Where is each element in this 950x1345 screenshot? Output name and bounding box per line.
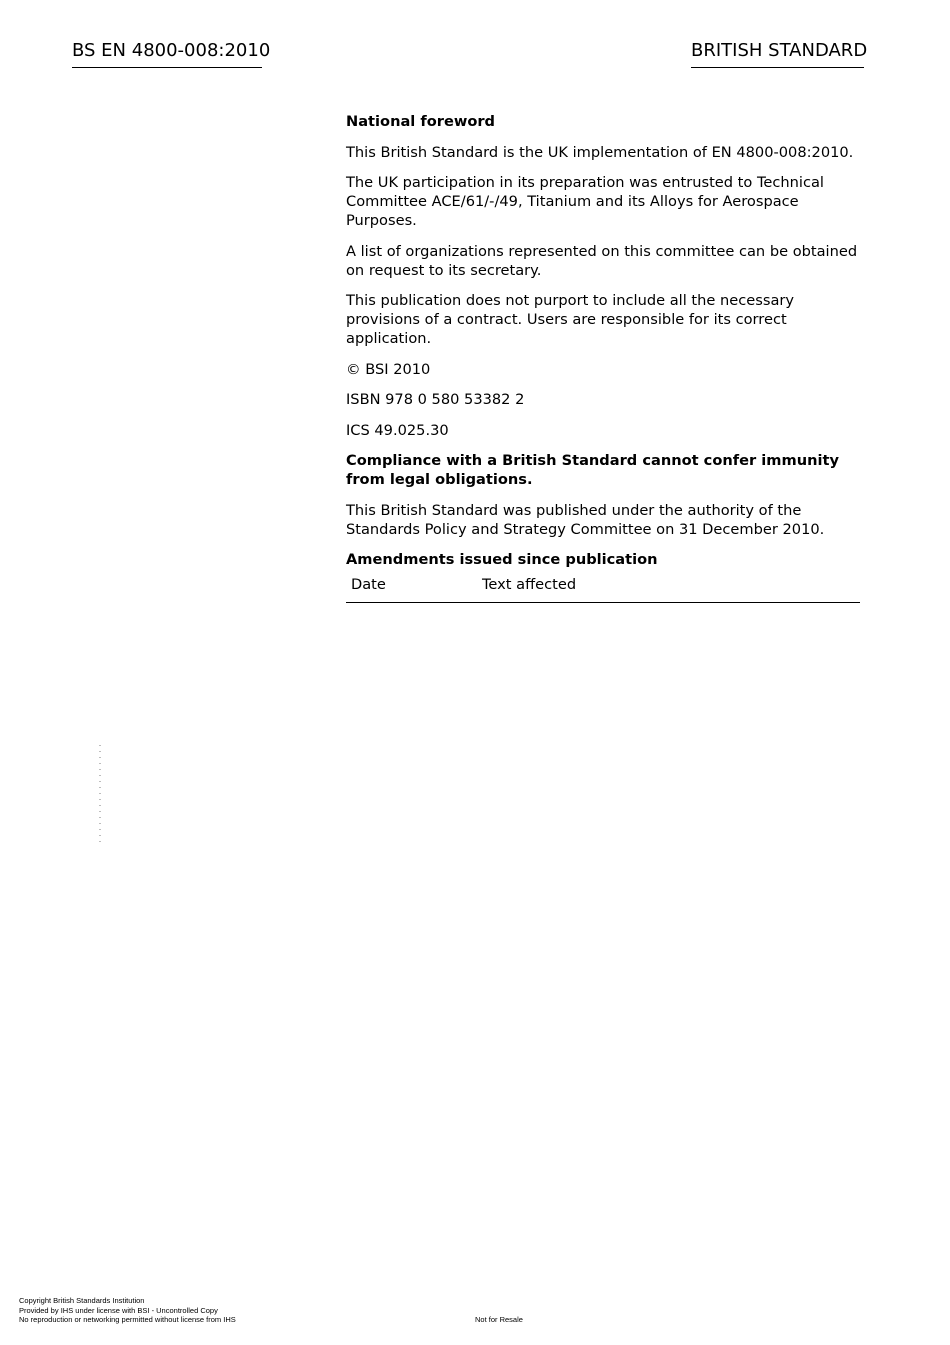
foreword-paragraph: This British Standard is the UK implementation of EN 4800-008:2010.	[346, 143, 854, 161]
foreword-paragraph: The UK participation in its preparation was entrusted to Technical Committee ACE/61/-/49, Titanium and its Alloys for Aerospace Purposes.	[346, 174, 824, 229]
amendments-table-header	[346, 573, 860, 603]
national-foreword-section	[346, 112, 862, 603]
license-footer	[19, 1296, 236, 1325]
margin-marks	[99, 745, 101, 845]
standard-type-label: BRITISH STANDARD	[691, 40, 864, 68]
not-for-resale-label: Not for Resale	[475, 1315, 523, 1324]
footer-line: No reproduction or networking permitted without license from IHS	[19, 1315, 236, 1324]
amendments-column-date: Date	[351, 576, 386, 593]
isbn-line: ISBN 978 0 580 53382 2	[346, 391, 525, 408]
publication-note: This British Standard was published under the authority of the Standards Policy and Strategy Committee on 31 December 2010.	[346, 501, 825, 538]
document-number: BS EN 4800-008:2010	[72, 40, 262, 68]
amendments-column-text-affected: Text affected	[482, 576, 577, 593]
foreword-paragraph: A list of organizations represented on this committee can be obtained on request to its secretary.	[346, 242, 858, 279]
amendments-title: Amendments issued since publication	[346, 551, 658, 568]
ics-line: ICS 49.025.30	[346, 421, 449, 439]
foreword-paragraph: This publication does not purport to include all the necessary provisions of a contract. Users are responsible for its correct application.	[346, 292, 795, 347]
copyright-line: © BSI 2010	[346, 360, 431, 378]
footer-line: Copyright British Standards Institution	[19, 1296, 145, 1305]
compliance-statement: Compliance with a British Standard cannot confer immunity from legal obligations.	[346, 452, 839, 488]
footer-line: Provided by IHS under license with BSI - Uncontrolled Copy	[19, 1305, 218, 1315]
foreword-title: National foreword	[346, 113, 496, 130]
